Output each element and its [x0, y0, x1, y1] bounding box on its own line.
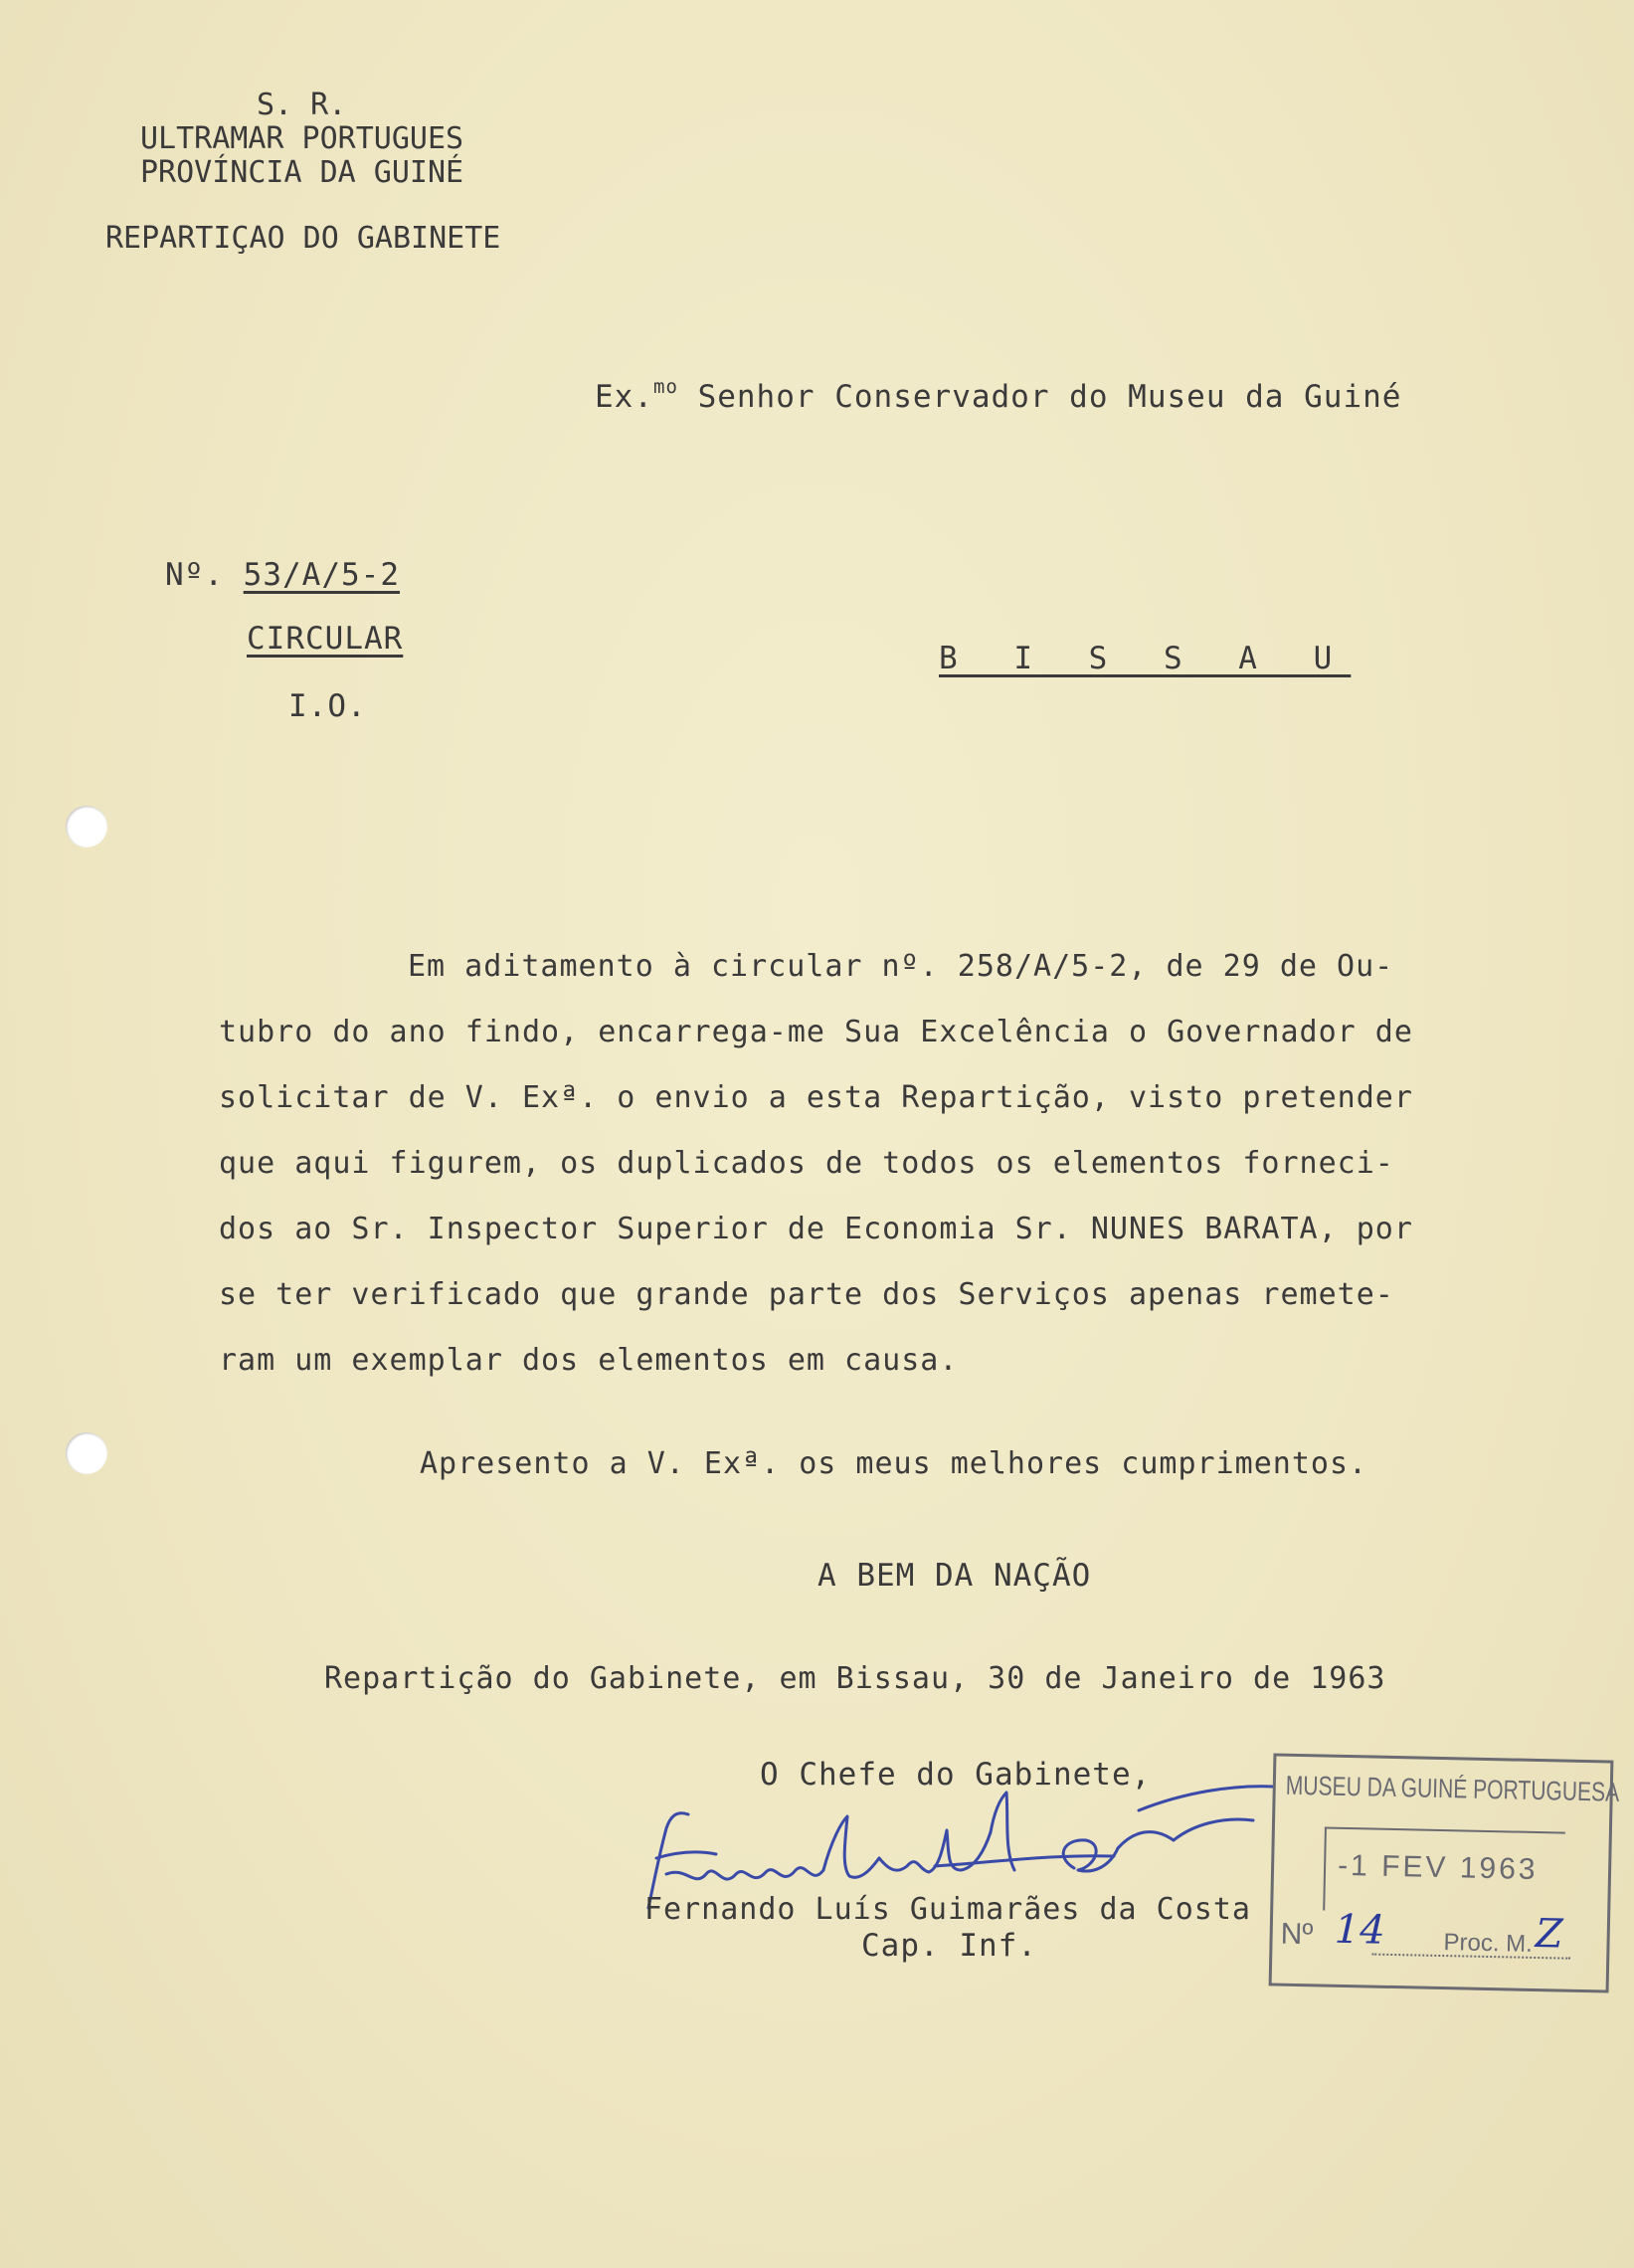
reference-number-value: 53/A/5-2 [243, 557, 400, 593]
reference-type: CIRCULAR [247, 621, 404, 657]
stamp-header: MUSEU DA GUINÉ PORTUGUESA [1285, 1770, 1620, 1807]
body-line: ram um exemplar dos elementos em causa. [219, 1343, 959, 1378]
punch-hole-top [66, 806, 107, 848]
signatory-rank: Cap. Inf. [861, 1928, 1037, 1964]
header-line-ultramar: ULTRAMAR PORTUGUES [140, 121, 464, 156]
stamp-number-label: Nº [1280, 1917, 1314, 1952]
addressee-title-sup: mo [653, 376, 678, 398]
punch-hole-bottom [66, 1432, 107, 1474]
addressee-line [595, 376, 1401, 415]
body-line: que aqui figurem, os duplicados de todos os elementos forneci- [219, 1146, 1394, 1181]
stamp-proc-value: Z [1535, 1911, 1564, 1958]
city: B I S S A U [939, 641, 1352, 676]
receipt-stamp [1269, 1753, 1620, 1992]
place-date: Repartição do Gabinete, em Bissau, 30 de Janeiro de 1963 [324, 1661, 1386, 1696]
stamp-number-value: 14 [1334, 1906, 1386, 1954]
signatory-name: Fernando Luís Guimarães da Costa [644, 1892, 1251, 1927]
reference-code: I.O. [288, 688, 367, 724]
greeting: Apresento a V. Exª. os meus melhores cumprimentos. [420, 1446, 1368, 1481]
addressee-title: Ex. [595, 379, 653, 415]
addressee-name: Senhor Conservador do Museu da Guiné [697, 379, 1402, 415]
stamp-date: -1 FEV 1963 [1337, 1848, 1539, 1887]
body-line: se ter verificado que grande parte dos Serviços apenas remete- [219, 1277, 1394, 1312]
stamp-proc-label: Proc. M. [1443, 1929, 1534, 1958]
header-line-sr: S. R. [257, 88, 347, 122]
body-line: Em aditamento à circular nº. 258/A/5-2, de 29 de Ou- [408, 949, 1394, 984]
header-line-provincia: PROVÍNCIA DA GUINÉ [140, 155, 464, 190]
header-department: REPARTIÇAO DO GABINETE [105, 221, 501, 256]
body-line: solicitar de V. Exª. o envio a esta Repartição, visto pretender [219, 1080, 1413, 1115]
body-line: dos ao Sr. Inspector Superior de Economia Sr. NUNES BARATA, por [219, 1212, 1413, 1246]
body-line: tubro do ano findo, encarrega-me Sua Excelência o Governador de [219, 1015, 1413, 1049]
reference-number-label: Nº. [165, 557, 224, 593]
reference-number-line [165, 557, 400, 593]
signer-role: O Chefe do Gabinete, [760, 1757, 1152, 1793]
motto: A BEM DA NAÇÃO [817, 1558, 1092, 1594]
